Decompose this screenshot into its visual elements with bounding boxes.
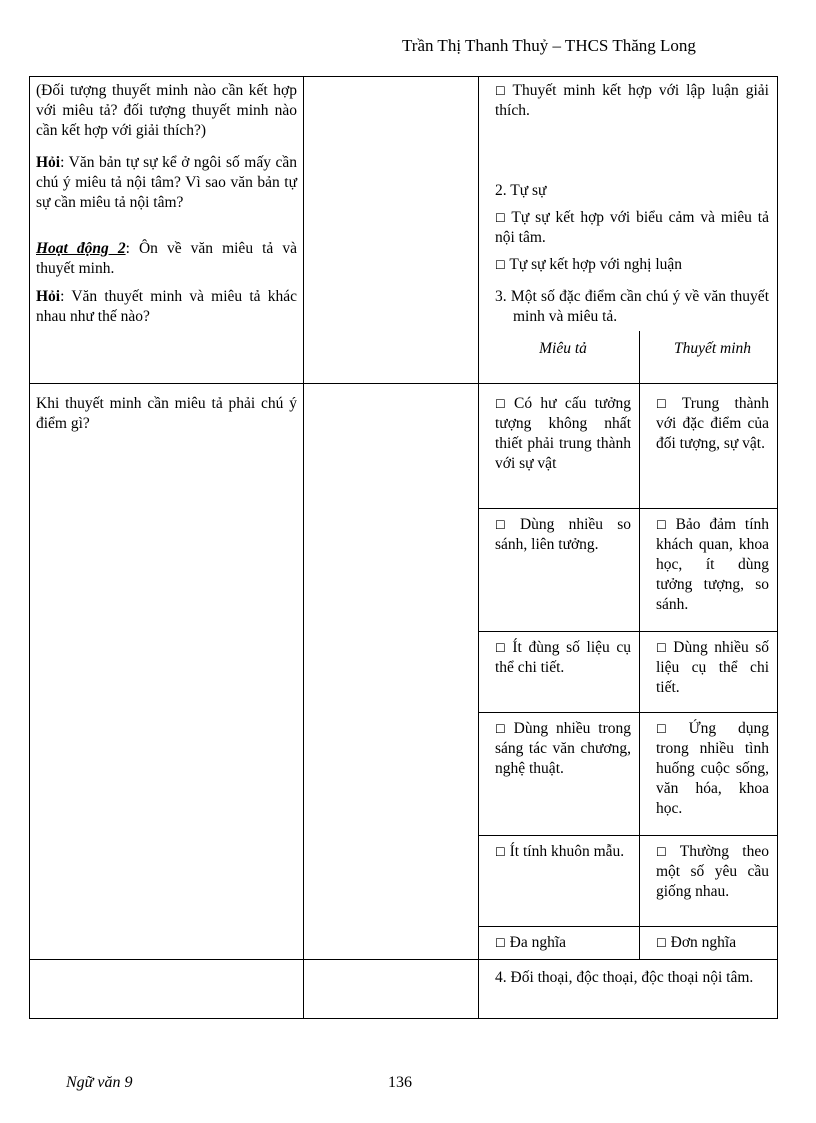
comparison-row — [479, 836, 777, 927]
checkbox-icon: ☐ — [495, 258, 506, 272]
checkbox-icon: ☐ — [656, 936, 667, 950]
column-header-mieu-ta: Miêu tả — [479, 331, 640, 383]
mieu-ta-item: ☐ Ít đùng số liệu cụ thể chi tiết. — [479, 632, 640, 713]
mieu-ta-item: ☐ Có hư cấu tưởng tượng không nhất thiết phải trung thành với sự vật — [479, 384, 640, 509]
hoi-text: : Văn bản tự sự kể ở ngôi số mấy cần chú ý miêu tả nội tâm? Vì sao văn bản tự sự cần miêu tả nội tâm? — [36, 154, 297, 211]
bullet-item: ☐ Tự sự kết hợp với biểu cảm và miêu tả nội tâm. — [495, 209, 769, 246]
bullet-item: ☐ Tự sự kết hợp với nghị luận — [495, 256, 683, 273]
comparison-row — [479, 509, 777, 632]
thuyet-minh-item: ☐ Đơn nghĩa — [640, 927, 778, 960]
question-text: Khi thuyết minh cần miêu tả phải chú ý điểm gì? — [36, 395, 297, 432]
thuyet-minh-item: ☐ Bảo đảm tính khách quan, khoa học, ít dùng tưởng tượng, so sánh. — [640, 509, 778, 632]
comparison-row — [479, 713, 777, 836]
activity-text: : Ôn về văn miêu tả và thuyết minh. — [36, 240, 297, 277]
checkbox-icon: ☐ — [656, 722, 667, 736]
empty-cell — [304, 77, 479, 384]
teacher-activity-cell — [30, 384, 304, 960]
mieu-ta-item: ☐ Dùng nhiều trong sáng tác văn chương, nghệ thuật. — [479, 713, 640, 836]
hoi-text: : Văn thuyết minh và miêu tả khác nhau như thế nào? — [36, 288, 297, 325]
hoi-label: Hỏi — [36, 288, 61, 305]
question-text: (Đối tượng thuyết minh nào cần kết hợp với miêu tả? đối tượng thuyết minh nào cần kết hợp với giải thích?) — [36, 82, 297, 139]
checkbox-icon: ☐ — [495, 211, 506, 225]
checkbox-icon: ☐ — [656, 845, 667, 859]
column-header-thuyet-minh: Thuyết minh — [673, 340, 752, 357]
comparison-row — [479, 632, 777, 713]
column-header-table — [479, 331, 777, 383]
page-header: Trần Thị Thanh Thuỷ – THCS Thăng Long — [402, 36, 696, 55]
activity-label: Hoạt động 2 — [36, 240, 126, 257]
section-3-title: 3. Một số đặc điểm cần chú ý về văn thuyết minh và miêu tả. — [495, 288, 769, 325]
checkbox-icon: ☐ — [495, 397, 506, 411]
lesson-table — [29, 76, 778, 1019]
table-row — [30, 77, 778, 384]
checkbox-icon: ☐ — [495, 518, 506, 532]
checkbox-icon: ☐ — [495, 936, 506, 950]
checkbox-icon: ☐ — [656, 641, 667, 655]
empty-cell — [304, 384, 479, 960]
table-row — [30, 960, 778, 1019]
comparison-row — [479, 384, 777, 509]
content-cell — [479, 960, 778, 1019]
comparison-row — [479, 927, 777, 960]
mieu-ta-item: ☐ Ít tính khuôn mẫu. — [479, 836, 640, 927]
thuyet-minh-item: ☐ Trung thành với đặc điểm của đối tượng, sự vật. — [656, 395, 769, 452]
question-hoi-2 — [36, 287, 297, 327]
checkbox-icon: ☐ — [495, 84, 506, 98]
question-hoi-1 — [36, 153, 297, 213]
section-2-title: 2. Tự sự — [495, 182, 547, 199]
page-number: 136 — [388, 1074, 412, 1091]
section-4-title: 4. Đối thoại, độc thoại, độc thoại nội tâm. — [495, 969, 754, 986]
checkbox-icon: ☐ — [495, 722, 506, 736]
checkbox-icon: ☐ — [656, 397, 667, 411]
mieu-ta-item: ☐ Dùng nhiều so sánh, liên tưởng. — [479, 509, 640, 632]
mieu-ta-item: ☐ Đa nghĩa — [479, 927, 640, 960]
bullet-item: ☐ Thuyết minh kết hợp với lập luận giải thích. — [495, 82, 769, 119]
teacher-activity-cell — [30, 77, 304, 384]
checkbox-icon: ☐ — [656, 518, 667, 532]
thuyet-minh-item: ☐ Ứng dụng trong nhiều tình huống cuộc sống, văn hóa, khoa học. — [640, 713, 778, 836]
thuyet-minh-item: ☐ Dùng nhiều số liệu cụ thể chi tiết. — [640, 632, 778, 713]
comparison-cell — [479, 384, 778, 960]
checkbox-icon: ☐ — [495, 845, 506, 859]
thuyet-minh-item: ☐ Thường theo một số yêu cầu giống nhau. — [640, 836, 778, 927]
empty-cell — [304, 960, 479, 1019]
table-row — [30, 384, 778, 960]
content-cell — [479, 77, 778, 384]
activity-2 — [36, 239, 297, 279]
footer-subject: Ngữ văn 9 — [66, 1074, 133, 1091]
checkbox-icon: ☐ — [495, 641, 506, 655]
hoi-label: Hỏi — [36, 154, 61, 171]
empty-cell — [30, 960, 304, 1019]
comparison-table — [479, 384, 777, 959]
